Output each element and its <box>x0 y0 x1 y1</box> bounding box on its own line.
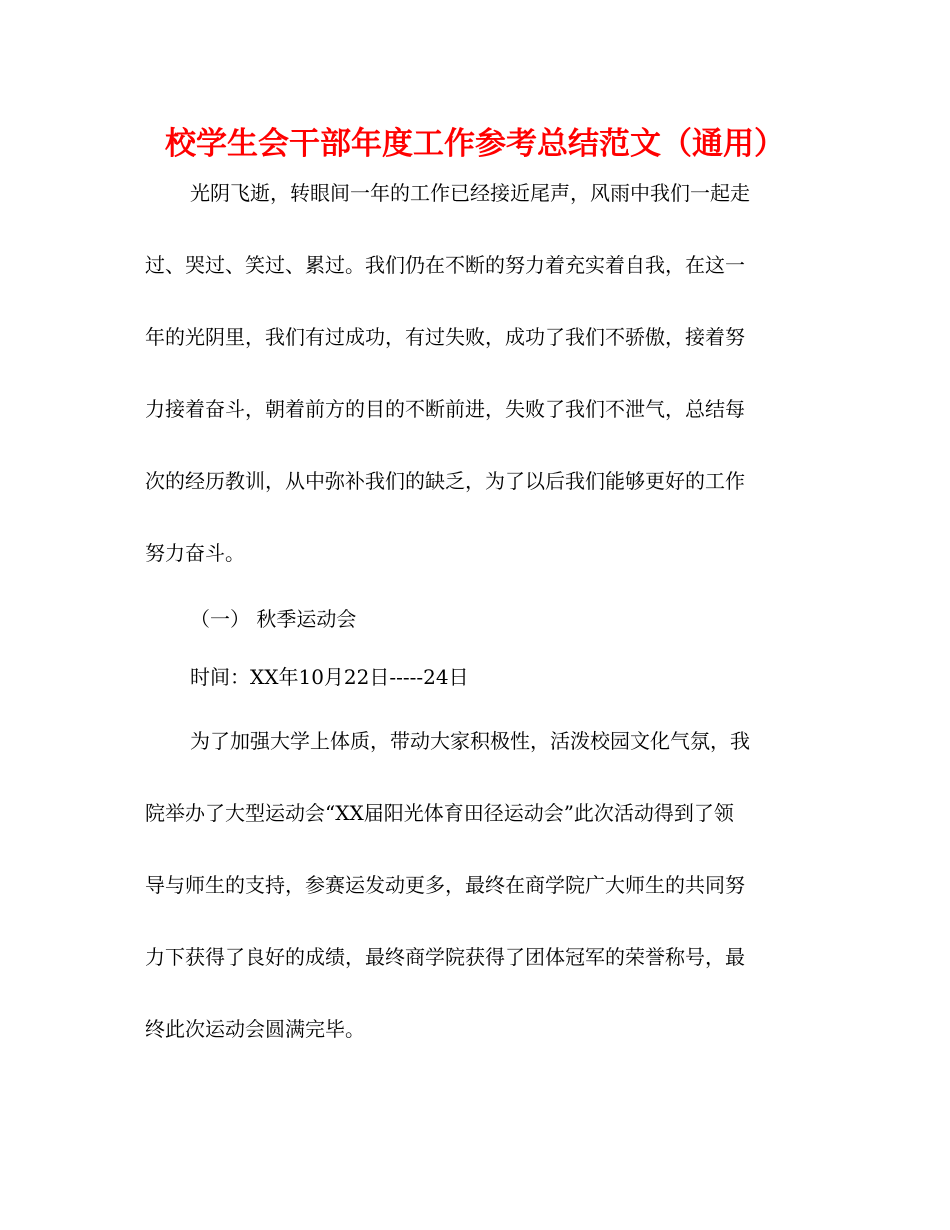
paragraph-line: 过、哭过、笑过、累过。我们仍在不断的努力着充实着自我，在这一 <box>145 253 745 277</box>
paragraph-line: 光阴飞逝，转眼间一年的工作已经接近尾声，风雨中我们一起走 <box>190 181 750 205</box>
paragraph-line: 力接着奋斗，朝着前方的目的不断前进，失败了我们不泄气，总结每 <box>145 397 745 421</box>
section-heading: （一） 秋季运动会 <box>190 607 357 631</box>
time-line: 时间：XX年10月22日-----24日 <box>190 665 469 689</box>
paragraph-line: 年的光阴里，我们有过成功，有过失败，成功了我们不骄傲，接着努 <box>145 325 745 349</box>
paragraph-line: 院举办了大型运动会“XX届阳光体育田径运动会”此次活动得到了领 <box>145 801 734 825</box>
paragraph-line: 导与师生的支持，参赛运发动更多，最终在商学院广大师生的共同努 <box>145 873 745 897</box>
document-title: 校学生会干部年度工作参考总结范文（通用） <box>165 126 785 162</box>
paragraph-line: 努力奋斗。 <box>145 541 245 565</box>
paragraph-line: 力下获得了良好的成绩，最终商学院获得了团体冠军的荣誉称号，最 <box>145 945 745 969</box>
paragraph-line: 为了加强大学上体质，带动大家积极性，活泼校园文化气氛，我 <box>190 729 750 753</box>
paragraph-line: 终此次运动会圆满完毕。 <box>145 1017 365 1041</box>
paragraph-line: 次的经历教训，从中弥补我们的缺乏，为了以后我们能够更好的工作 <box>145 469 745 493</box>
